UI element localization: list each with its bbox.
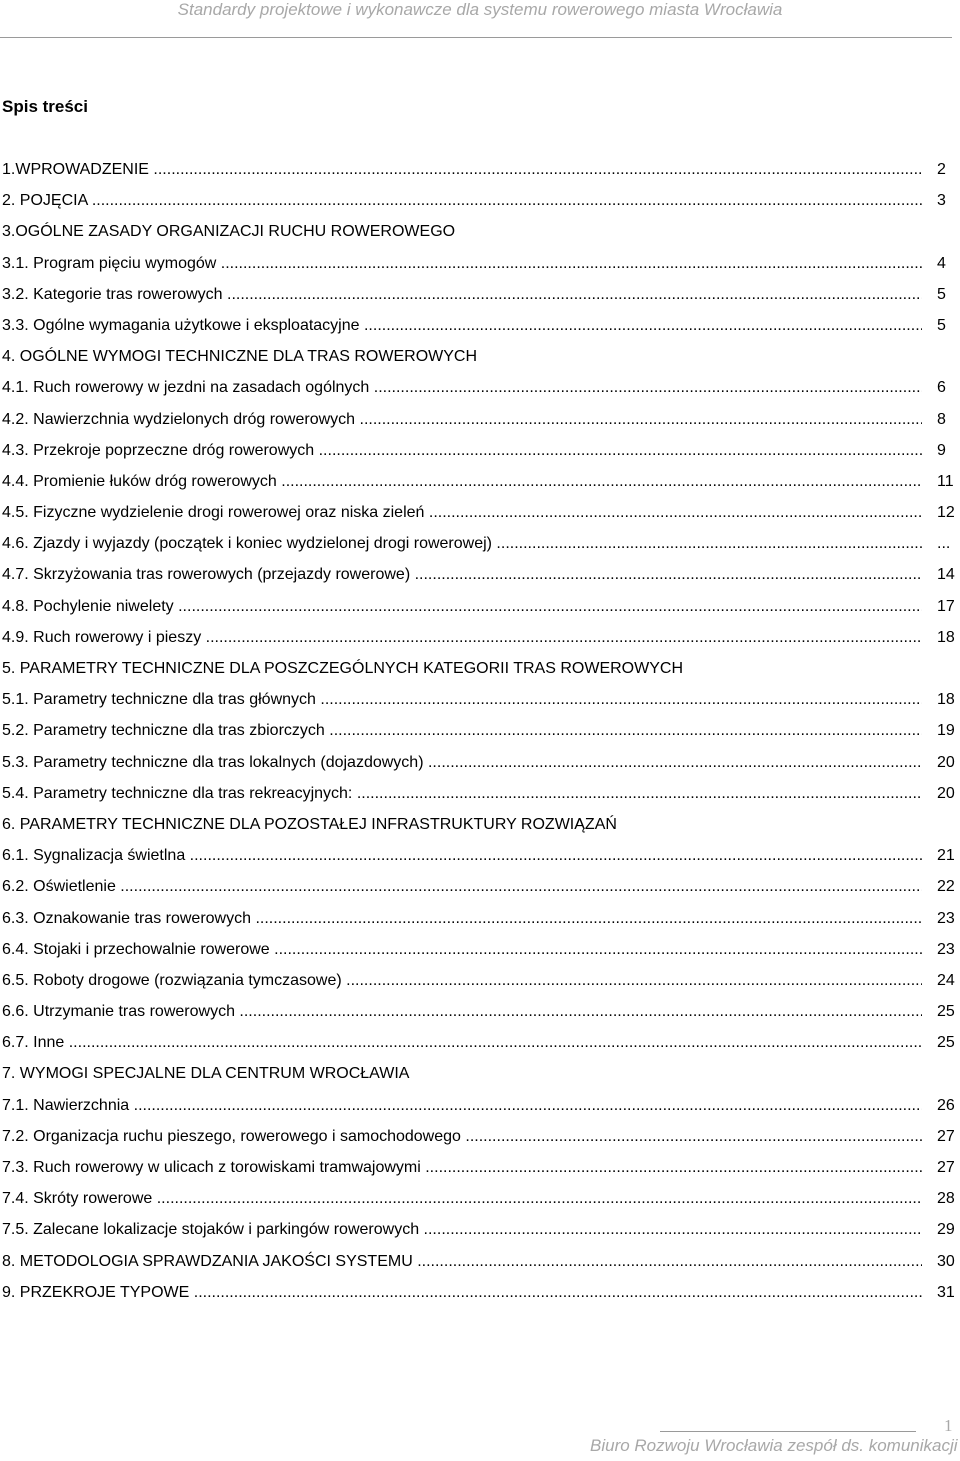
toc-entry[interactable] — [2, 345, 960, 376]
toc-entry[interactable] — [2, 1250, 960, 1281]
toc-entry-page: 8 — [937, 410, 946, 428]
toc-entry-label: 5.2. Parametry techniczne dla tras zbiorczych ..... — [2, 719, 922, 743]
toc-entry-label: 7. WYMOGI SPECJALNE DLA CENTRUM WROCŁAWIA — [2, 1065, 410, 1083]
toc-entry[interactable] — [2, 751, 960, 782]
toc-entry[interactable] — [2, 1000, 960, 1031]
toc-entry-label: 5.4. Parametry techniczne dla tras rekreacyjnych: ..... — [2, 782, 922, 806]
toc-entry-label: 3.1. Program pięciu wymogów ..... — [2, 252, 922, 276]
toc-entry[interactable] — [2, 1094, 960, 1125]
toc-entry-label: 3.OGÓLNE ZASADY ORGANIZACJI RUCHU ROWEROWEGO — [2, 223, 456, 241]
toc-entry-page: 2 — [937, 161, 946, 178]
toc-entry-label: 4.5. Fizyczne wydzielenie drogi rowerowej oraz niska zieleń ..... — [2, 501, 922, 525]
toc-entry[interactable] — [2, 189, 960, 220]
toc-entry-page: 4 — [937, 254, 946, 272]
toc-entry[interactable] — [2, 626, 960, 657]
toc-entry-page: ... — [937, 535, 951, 553]
toc-entry-label: 6.3. Oznakowanie tras rowerowych ..... — [2, 907, 922, 931]
toc-entry-label: 4.9. Ruch rowerowy i pieszy ..... — [2, 626, 922, 650]
toc-entry[interactable] — [2, 1156, 960, 1187]
toc-entry[interactable] — [2, 813, 960, 844]
toc-entry-page: 20 — [937, 784, 955, 802]
toc-entry[interactable] — [2, 1187, 960, 1218]
toc-entry-label: 8. METODOLOGIA SPRAWDZANIA JAKOŚCI SYSTEMU ..... — [2, 1250, 922, 1274]
toc-entry-label: 4.2. Nawierzchnia wydzielonych dróg rowerowych ..... — [2, 408, 922, 432]
toc-entry-page: 25 — [937, 1003, 955, 1021]
toc-entry-label: 4.7. Skrzyżowania tras rowerowych (przejazdy rowerowe) ..... — [2, 563, 922, 587]
toc-entry-page: 18 — [937, 628, 955, 646]
page-footer — [0, 1410, 960, 1461]
toc-entry[interactable] — [2, 470, 960, 501]
toc-entry-label: 4.3. Przekroje poprzeczne dróg rowerowych ..... — [2, 439, 922, 463]
toc-entry[interactable] — [2, 158, 960, 189]
toc-entry-label: 4.1. Ruch rowerowy w jezdni na zasadach ogólnych ..... — [2, 376, 922, 400]
toc-entry-label: 5. PARAMETRY TECHNICZNE DLA POSZCZEGÓLNYCH KATEGORII TRAS ROWEROWYCH — [2, 660, 683, 677]
toc-entry[interactable] — [2, 875, 960, 906]
toc-entry-label: 7.1. Nawierzchnia ..... — [2, 1094, 922, 1118]
toc-entry-label: 5.1. Parametry techniczne dla tras głównych ..... — [2, 688, 922, 712]
toc-entry[interactable] — [2, 439, 960, 470]
toc-entry[interactable] — [2, 283, 960, 314]
toc-entry-label: 6.2. Oświetlenie ..... — [2, 875, 922, 899]
toc-entry[interactable] — [2, 1125, 960, 1156]
toc-entry[interactable] — [2, 595, 960, 626]
toc-entry-page: 18 — [937, 691, 955, 709]
toc-entry-label: 4. OGÓLNE WYMOGI TECHNICZNE DLA TRAS ROWEROWYCH — [2, 348, 478, 366]
toc-entry[interactable] — [2, 844, 960, 875]
toc-entry[interactable] — [2, 969, 960, 1000]
toc-entry-page: 20 — [937, 753, 955, 771]
toc-entry-page: 27 — [937, 1159, 955, 1176]
toc-entry[interactable] — [2, 532, 960, 563]
toc-entry[interactable] — [2, 408, 960, 439]
header-divider — [0, 37, 952, 38]
toc-entry[interactable] — [2, 563, 960, 594]
toc-entry-label: 1.WPROWADZENIE ..... — [2, 158, 922, 182]
toc-entry-page: 11 — [937, 472, 954, 490]
toc-entry[interactable] — [2, 252, 960, 283]
toc-entry[interactable] — [2, 719, 960, 750]
toc-entry-page: 19 — [937, 722, 955, 740]
toc-entry[interactable] — [2, 501, 960, 532]
toc-entry-label: 3.2. Kategorie tras rowerowych ..... — [2, 283, 922, 307]
toc-entry-page: 23 — [937, 940, 955, 958]
toc-entry-page: 24 — [937, 971, 955, 989]
toc-entry-page: 31 — [937, 1283, 955, 1301]
toc-entry-page: 21 — [937, 847, 955, 865]
toc-entry[interactable] — [2, 220, 960, 251]
toc-entry-page: 29 — [937, 1221, 955, 1239]
running-header: Standardy projektowe i wykonawcze dla systemu rowerowego miasta Wrocławia — [177, 0, 783, 19]
toc-entry-label: 6. PARAMETRY TECHNICZNE DLA POZOSTAŁEJ INFRASTRUKTURY ROZWIĄZAŃ — [2, 815, 617, 833]
page-number: 1 — [944, 1416, 953, 1435]
toc-entry-page: 23 — [937, 909, 955, 927]
toc-entry[interactable] — [2, 657, 960, 688]
toc-entry[interactable] — [2, 688, 960, 719]
toc-entry-page: 27 — [937, 1127, 955, 1145]
toc-entry-page: 26 — [937, 1096, 955, 1114]
toc-entry-label: 7.4. Skróty rowerowe ..... — [2, 1187, 922, 1211]
toc-entry-page: 5 — [937, 285, 946, 303]
toc-title: Spis treści — [2, 97, 88, 116]
toc-entry-label: 9. PRZEKROJE TYPOWE ..... — [2, 1281, 922, 1305]
toc-entry-label: 4.6. Zjazdy i wyjazdy (początek i koniec wydzielonej drogi rowerowej) ..... — [2, 532, 922, 556]
toc-entry-page: 9 — [937, 441, 946, 459]
toc-entry-page: 30 — [937, 1252, 955, 1270]
toc-entry[interactable] — [2, 1062, 960, 1093]
toc-entry[interactable] — [2, 938, 960, 969]
toc-entry-page: 12 — [937, 504, 955, 522]
footer-divider — [660, 1431, 916, 1432]
toc-entry-page: 5 — [937, 316, 946, 334]
toc-entry-label: 3.3. Ogólne wymagania użytkowe i eksploatacyjne ..... — [2, 314, 922, 338]
toc-entry-page: 17 — [937, 597, 955, 615]
toc-entry[interactable] — [2, 782, 960, 813]
toc-entry-page: 28 — [937, 1190, 955, 1208]
toc-entry-label: 7.3. Ruch rowerowy w ulicach z torowiskami tramwajowymi ..... — [2, 1156, 922, 1180]
toc-entry-page: 22 — [937, 878, 955, 896]
toc-entry-label: 7.2. Organizacja ruchu pieszego, rowerowego i samochodowego ..... — [2, 1125, 922, 1149]
toc-entry-label: 6.1. Sygnalizacja świetlna ..... — [2, 844, 922, 868]
toc-entry[interactable] — [2, 907, 960, 938]
footer-text: Biuro Rozwoju Wrocławia zespół ds. komunikacji — [590, 1436, 958, 1455]
toc-entry[interactable] — [2, 1281, 960, 1312]
toc-entry-page: 6 — [937, 379, 946, 397]
toc-entry-label: 6.4. Stojaki i przechowalnie rowerowe ..... — [2, 938, 922, 962]
toc-entry-label: 6.5. Roboty drogowe (rozwiązania tymczasowe) ..... — [2, 969, 922, 993]
toc-entry-label: 6.7. Inne ..... — [2, 1031, 922, 1055]
toc-entry-label: 5.3. Parametry techniczne dla tras lokalnych (dojazdowych) ..... — [2, 751, 922, 775]
toc-entry-label: 4.4. Promienie łuków dróg rowerowych ..... — [2, 470, 922, 494]
toc-entry-page: 3 — [937, 192, 946, 210]
page-header — [0, 0, 960, 40]
toc-entry[interactable] — [2, 314, 960, 345]
toc-entry-page: 14 — [937, 566, 955, 584]
toc-list — [2, 158, 960, 1312]
toc-entry-label: 2. POJĘCIA ..... — [2, 189, 922, 213]
toc-entry-label: 6.6. Utrzymanie tras rowerowych ..... — [2, 1000, 922, 1024]
toc-entry[interactable] — [2, 1031, 960, 1062]
toc-entry[interactable] — [2, 376, 960, 407]
toc-entry-label: 4.8. Pochylenie niwelety ..... — [2, 595, 922, 619]
toc-entry-label: 7.5. Zalecane lokalizacje stojaków i parkingów rowerowych ..... — [2, 1218, 922, 1242]
toc-entry-page: 25 — [937, 1034, 955, 1052]
toc-entry[interactable] — [2, 1218, 960, 1249]
